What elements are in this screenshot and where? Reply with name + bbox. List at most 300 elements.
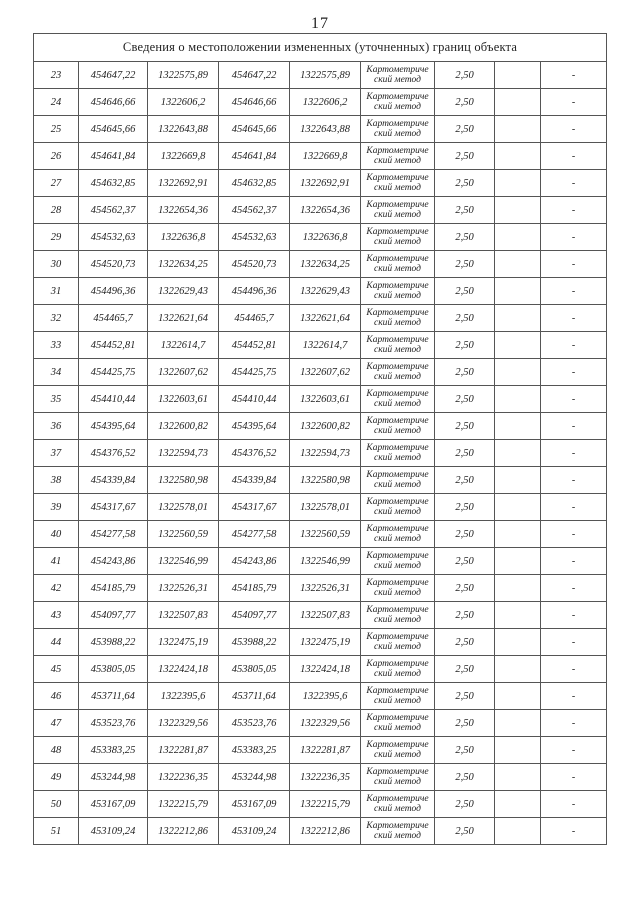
point-number-cell: 36 [34,413,79,440]
refined-x-cell: 454465,7 [219,305,290,332]
method-line-1: Картометриче [366,767,429,777]
refined-y-cell: 1322329,56 [290,710,361,737]
remark-cell: - [541,116,607,143]
method-cell [361,764,435,791]
method-cell [361,656,435,683]
point-number-cell: 51 [34,818,79,845]
table-row [34,710,607,737]
accuracy-cell: 2,50 [435,359,495,386]
table-row [34,62,607,89]
method-line-2: ский метод [374,318,421,328]
method-cell [361,548,435,575]
point-number-cell: 47 [34,710,79,737]
existing-x-cell: 454562,37 [79,197,148,224]
point-number-cell: 40 [34,521,79,548]
point-number-cell: 38 [34,467,79,494]
description-cell [495,386,541,413]
method-cell [361,278,435,305]
method-line-1: Картометриче [366,227,429,237]
table-row [34,251,607,278]
accuracy-cell: 2,50 [435,62,495,89]
description-cell [495,575,541,602]
description-cell [495,440,541,467]
method-line-2: ский метод [374,480,421,490]
method-line-1: Картометриче [366,551,429,561]
table-row [34,386,607,413]
method-line-1: Картометриче [366,794,429,804]
method-cell [361,467,435,494]
point-number-cell: 31 [34,278,79,305]
existing-x-cell: 454632,85 [79,170,148,197]
method-line-2: ский метод [374,453,421,463]
method-cell [361,413,435,440]
table-row [34,548,607,575]
method-line-1: Картометриче [366,713,429,723]
description-cell [495,413,541,440]
point-number-cell: 43 [34,602,79,629]
accuracy-cell: 2,50 [435,710,495,737]
method-cell [361,305,435,332]
description-cell [495,656,541,683]
remark-cell: - [541,629,607,656]
existing-x-cell: 454641,84 [79,143,148,170]
method-line-1: Картометриче [366,605,429,615]
remark-cell: - [541,683,607,710]
existing-x-cell: 454425,75 [79,359,148,386]
method-line-2: ский метод [374,183,421,193]
method-line-2: ский метод [374,831,421,841]
method-line-1: Картометриче [366,200,429,210]
point-number-cell: 29 [34,224,79,251]
point-number-cell: 27 [34,170,79,197]
accuracy-cell: 2,50 [435,521,495,548]
table-row [34,440,607,467]
method-cell [361,143,435,170]
existing-x-cell: 454520,73 [79,251,148,278]
point-number-cell: 46 [34,683,79,710]
description-cell [495,602,541,629]
table-row [34,278,607,305]
method-line-1: Картометриче [366,308,429,318]
method-cell [361,521,435,548]
method-line-1: Картометриче [366,362,429,372]
table-row [34,170,607,197]
method-cell [361,575,435,602]
refined-x-cell: 453523,76 [219,710,290,737]
table-row [34,791,607,818]
refined-x-cell: 454339,84 [219,467,290,494]
description-cell [495,251,541,278]
method-cell [361,332,435,359]
method-line-2: ский метод [374,399,421,409]
existing-x-cell: 453109,24 [79,818,148,845]
point-number-cell: 26 [34,143,79,170]
refined-y-cell: 1322475,19 [290,629,361,656]
existing-y-cell: 1322395,6 [148,683,219,710]
method-cell [361,629,435,656]
method-cell [361,440,435,467]
existing-y-cell: 1322507,83 [148,602,219,629]
method-cell [361,710,435,737]
existing-y-cell: 1322594,73 [148,440,219,467]
remark-cell: - [541,818,607,845]
description-cell [495,467,541,494]
method-line-1: Картометриче [366,497,429,507]
method-line-2: ский метод [374,426,421,436]
accuracy-cell: 2,50 [435,494,495,521]
table-row [34,359,607,386]
existing-y-cell: 1322643,88 [148,116,219,143]
method-line-2: ский метод [374,777,421,787]
existing-y-cell: 1322575,89 [148,62,219,89]
refined-x-cell: 454243,86 [219,548,290,575]
remark-cell: - [541,737,607,764]
description-cell [495,548,541,575]
method-line-2: ский метод [374,264,421,274]
existing-x-cell: 454452,81 [79,332,148,359]
point-number-cell: 34 [34,359,79,386]
table-row [34,305,607,332]
refined-x-cell: 453711,64 [219,683,290,710]
description-cell [495,359,541,386]
refined-y-cell: 1322546,99 [290,548,361,575]
existing-x-cell: 454097,77 [79,602,148,629]
description-cell [495,494,541,521]
method-line-2: ский метод [374,291,421,301]
refined-x-cell: 454645,66 [219,116,290,143]
table-row [34,818,607,845]
existing-y-cell: 1322580,98 [148,467,219,494]
accuracy-cell: 2,50 [435,278,495,305]
existing-x-cell: 453523,76 [79,710,148,737]
existing-y-cell: 1322629,43 [148,278,219,305]
method-line-1: Картометриче [366,821,429,831]
table-row [34,764,607,791]
point-number-cell: 50 [34,791,79,818]
description-cell [495,170,541,197]
existing-y-cell: 1322654,36 [148,197,219,224]
method-line-2: ский метод [374,102,421,112]
table-row [34,575,607,602]
existing-x-cell: 454395,64 [79,413,148,440]
existing-y-cell: 1322607,62 [148,359,219,386]
description-cell [495,305,541,332]
refined-y-cell: 1322692,91 [290,170,361,197]
accuracy-cell: 2,50 [435,386,495,413]
description-cell [495,89,541,116]
table-row [34,467,607,494]
existing-y-cell: 1322526,31 [148,575,219,602]
refined-x-cell: 453988,22 [219,629,290,656]
existing-x-cell: 453383,25 [79,737,148,764]
existing-x-cell: 453988,22 [79,629,148,656]
refined-y-cell: 1322580,98 [290,467,361,494]
point-number-cell: 45 [34,656,79,683]
remark-cell: - [541,467,607,494]
refined-x-cell: 454562,37 [219,197,290,224]
existing-y-cell: 1322236,35 [148,764,219,791]
method-line-2: ский метод [374,561,421,571]
description-cell [495,62,541,89]
accuracy-cell: 2,50 [435,170,495,197]
remark-cell: - [541,791,607,818]
method-line-2: ский метод [374,507,421,517]
refined-x-cell: 454376,52 [219,440,290,467]
accuracy-cell: 2,50 [435,764,495,791]
existing-x-cell: 454496,36 [79,278,148,305]
existing-x-cell: 454339,84 [79,467,148,494]
existing-y-cell: 1322329,56 [148,710,219,737]
refined-x-cell: 453383,25 [219,737,290,764]
method-cell [361,683,435,710]
method-cell [361,386,435,413]
remark-cell: - [541,359,607,386]
table-row [34,143,607,170]
refined-y-cell: 1322643,88 [290,116,361,143]
remark-cell: - [541,251,607,278]
method-cell [361,251,435,278]
refined-x-cell: 453167,09 [219,791,290,818]
method-line-1: Картометриче [366,659,429,669]
refined-x-cell: 454425,75 [219,359,290,386]
refined-x-cell: 454496,36 [219,278,290,305]
method-line-1: Картометриче [366,416,429,426]
remark-cell: - [541,521,607,548]
method-line-1: Картометриче [366,335,429,345]
method-cell [361,170,435,197]
refined-y-cell: 1322560,59 [290,521,361,548]
method-cell [361,89,435,116]
accuracy-cell: 2,50 [435,629,495,656]
method-line-2: ский метод [374,345,421,355]
method-line-2: ский метод [374,156,421,166]
refined-x-cell: 454641,84 [219,143,290,170]
refined-x-cell: 454452,81 [219,332,290,359]
method-line-1: Картометриче [366,281,429,291]
accuracy-cell: 2,50 [435,683,495,710]
existing-y-cell: 1322578,01 [148,494,219,521]
method-line-2: ский метод [374,129,421,139]
point-number-cell: 37 [34,440,79,467]
method-cell [361,224,435,251]
table-row [34,737,607,764]
refined-y-cell: 1322614,7 [290,332,361,359]
method-cell [361,197,435,224]
method-cell [361,602,435,629]
refined-y-cell: 1322424,18 [290,656,361,683]
accuracy-cell: 2,50 [435,413,495,440]
refined-x-cell: 454410,44 [219,386,290,413]
refined-x-cell: 454317,67 [219,494,290,521]
refined-x-cell: 453805,05 [219,656,290,683]
table-row [34,224,607,251]
method-cell [361,818,435,845]
table-row [34,629,607,656]
accuracy-cell: 2,50 [435,251,495,278]
method-line-2: ский метод [374,75,421,85]
method-cell [361,737,435,764]
point-number-cell: 48 [34,737,79,764]
description-cell [495,737,541,764]
description-cell [495,629,541,656]
point-number-cell: 41 [34,548,79,575]
accuracy-cell: 2,50 [435,197,495,224]
accuracy-cell: 2,50 [435,143,495,170]
refined-y-cell: 1322606,2 [290,89,361,116]
existing-x-cell: 454647,22 [79,62,148,89]
refined-x-cell: 454532,63 [219,224,290,251]
refined-y-cell: 1322575,89 [290,62,361,89]
point-number-cell: 32 [34,305,79,332]
existing-y-cell: 1322603,61 [148,386,219,413]
boundary-coordinates-table [33,33,607,845]
refined-y-cell: 1322212,86 [290,818,361,845]
existing-y-cell: 1322281,87 [148,737,219,764]
existing-x-cell: 454243,86 [79,548,148,575]
description-cell [495,143,541,170]
existing-y-cell: 1322215,79 [148,791,219,818]
method-line-1: Картометриче [366,524,429,534]
existing-y-cell: 1322634,25 [148,251,219,278]
refined-y-cell: 1322629,43 [290,278,361,305]
method-line-2: ский метод [374,534,421,544]
existing-x-cell: 454465,7 [79,305,148,332]
method-line-1: Картометриче [366,65,429,75]
method-line-1: Картометриче [366,389,429,399]
remark-cell: - [541,494,607,521]
remark-cell: - [541,143,607,170]
existing-x-cell: 454277,58 [79,521,148,548]
method-line-2: ский метод [374,210,421,220]
method-line-1: Картометриче [366,92,429,102]
refined-y-cell: 1322395,6 [290,683,361,710]
remark-cell: - [541,332,607,359]
method-line-2: ский метод [374,615,421,625]
refined-x-cell: 454646,66 [219,89,290,116]
remark-cell: - [541,602,607,629]
description-cell [495,197,541,224]
table-row [34,521,607,548]
refined-y-cell: 1322621,64 [290,305,361,332]
table-row [34,683,607,710]
method-line-1: Картометриче [366,254,429,264]
table-row [34,89,607,116]
accuracy-cell: 2,50 [435,332,495,359]
method-cell [361,116,435,143]
description-cell [495,278,541,305]
table-row [34,494,607,521]
remark-cell: - [541,62,607,89]
point-number-cell: 49 [34,764,79,791]
remark-cell: - [541,575,607,602]
refined-y-cell: 1322634,25 [290,251,361,278]
refined-y-cell: 1322507,83 [290,602,361,629]
existing-x-cell: 453167,09 [79,791,148,818]
refined-x-cell: 454520,73 [219,251,290,278]
point-number-cell: 28 [34,197,79,224]
existing-y-cell: 1322475,19 [148,629,219,656]
remark-cell: - [541,305,607,332]
accuracy-cell: 2,50 [435,791,495,818]
remark-cell: - [541,656,607,683]
refined-x-cell: 454647,22 [219,62,290,89]
refined-y-cell: 1322607,62 [290,359,361,386]
page-number: 17 [311,15,329,32]
existing-y-cell: 1322212,86 [148,818,219,845]
point-number-cell: 39 [34,494,79,521]
method-line-1: Картометриче [366,173,429,183]
refined-y-cell: 1322526,31 [290,575,361,602]
refined-x-cell: 453109,24 [219,818,290,845]
existing-y-cell: 1322614,7 [148,332,219,359]
refined-y-cell: 1322636,8 [290,224,361,251]
method-line-2: ский метод [374,237,421,247]
method-line-1: Картометриче [366,146,429,156]
existing-y-cell: 1322424,18 [148,656,219,683]
method-line-1: Картометриче [366,686,429,696]
table-row [34,116,607,143]
point-number-cell: 42 [34,575,79,602]
table-title: Сведения о местоположении измененных (уточненных) границ объекта [34,34,607,62]
table-row [34,413,607,440]
method-line-1: Картометриче [366,119,429,129]
method-line-2: ский метод [374,642,421,652]
refined-y-cell: 1322654,36 [290,197,361,224]
existing-x-cell: 453805,05 [79,656,148,683]
existing-x-cell: 454646,66 [79,89,148,116]
method-line-2: ский метод [374,696,421,706]
accuracy-cell: 2,50 [435,440,495,467]
remark-cell: - [541,386,607,413]
existing-y-cell: 1322636,8 [148,224,219,251]
existing-x-cell: 453711,64 [79,683,148,710]
existing-y-cell: 1322546,99 [148,548,219,575]
description-cell [495,521,541,548]
refined-x-cell: 453244,98 [219,764,290,791]
point-number-cell: 33 [34,332,79,359]
method-line-2: ский метод [374,372,421,382]
remark-cell: - [541,278,607,305]
accuracy-cell: 2,50 [435,224,495,251]
refined-y-cell: 1322594,73 [290,440,361,467]
method-line-1: Картометриче [366,740,429,750]
existing-x-cell: 454317,67 [79,494,148,521]
existing-x-cell: 454376,52 [79,440,148,467]
accuracy-cell: 2,50 [435,116,495,143]
table-row [34,656,607,683]
existing-x-cell: 454532,63 [79,224,148,251]
refined-y-cell: 1322578,01 [290,494,361,521]
table-row [34,602,607,629]
accuracy-cell: 2,50 [435,656,495,683]
method-line-1: Картометриче [366,470,429,480]
accuracy-cell: 2,50 [435,575,495,602]
point-number-cell: 25 [34,116,79,143]
refined-y-cell: 1322669,8 [290,143,361,170]
method-line-2: ский метод [374,669,421,679]
method-line-1: Картометриче [366,443,429,453]
existing-y-cell: 1322600,82 [148,413,219,440]
accuracy-cell: 2,50 [435,818,495,845]
method-line-2: ский метод [374,588,421,598]
remark-cell: - [541,170,607,197]
accuracy-cell: 2,50 [435,305,495,332]
method-line-1: Картометриче [366,632,429,642]
existing-y-cell: 1322621,64 [148,305,219,332]
existing-y-cell: 1322692,91 [148,170,219,197]
description-cell [495,116,541,143]
description-cell [495,332,541,359]
